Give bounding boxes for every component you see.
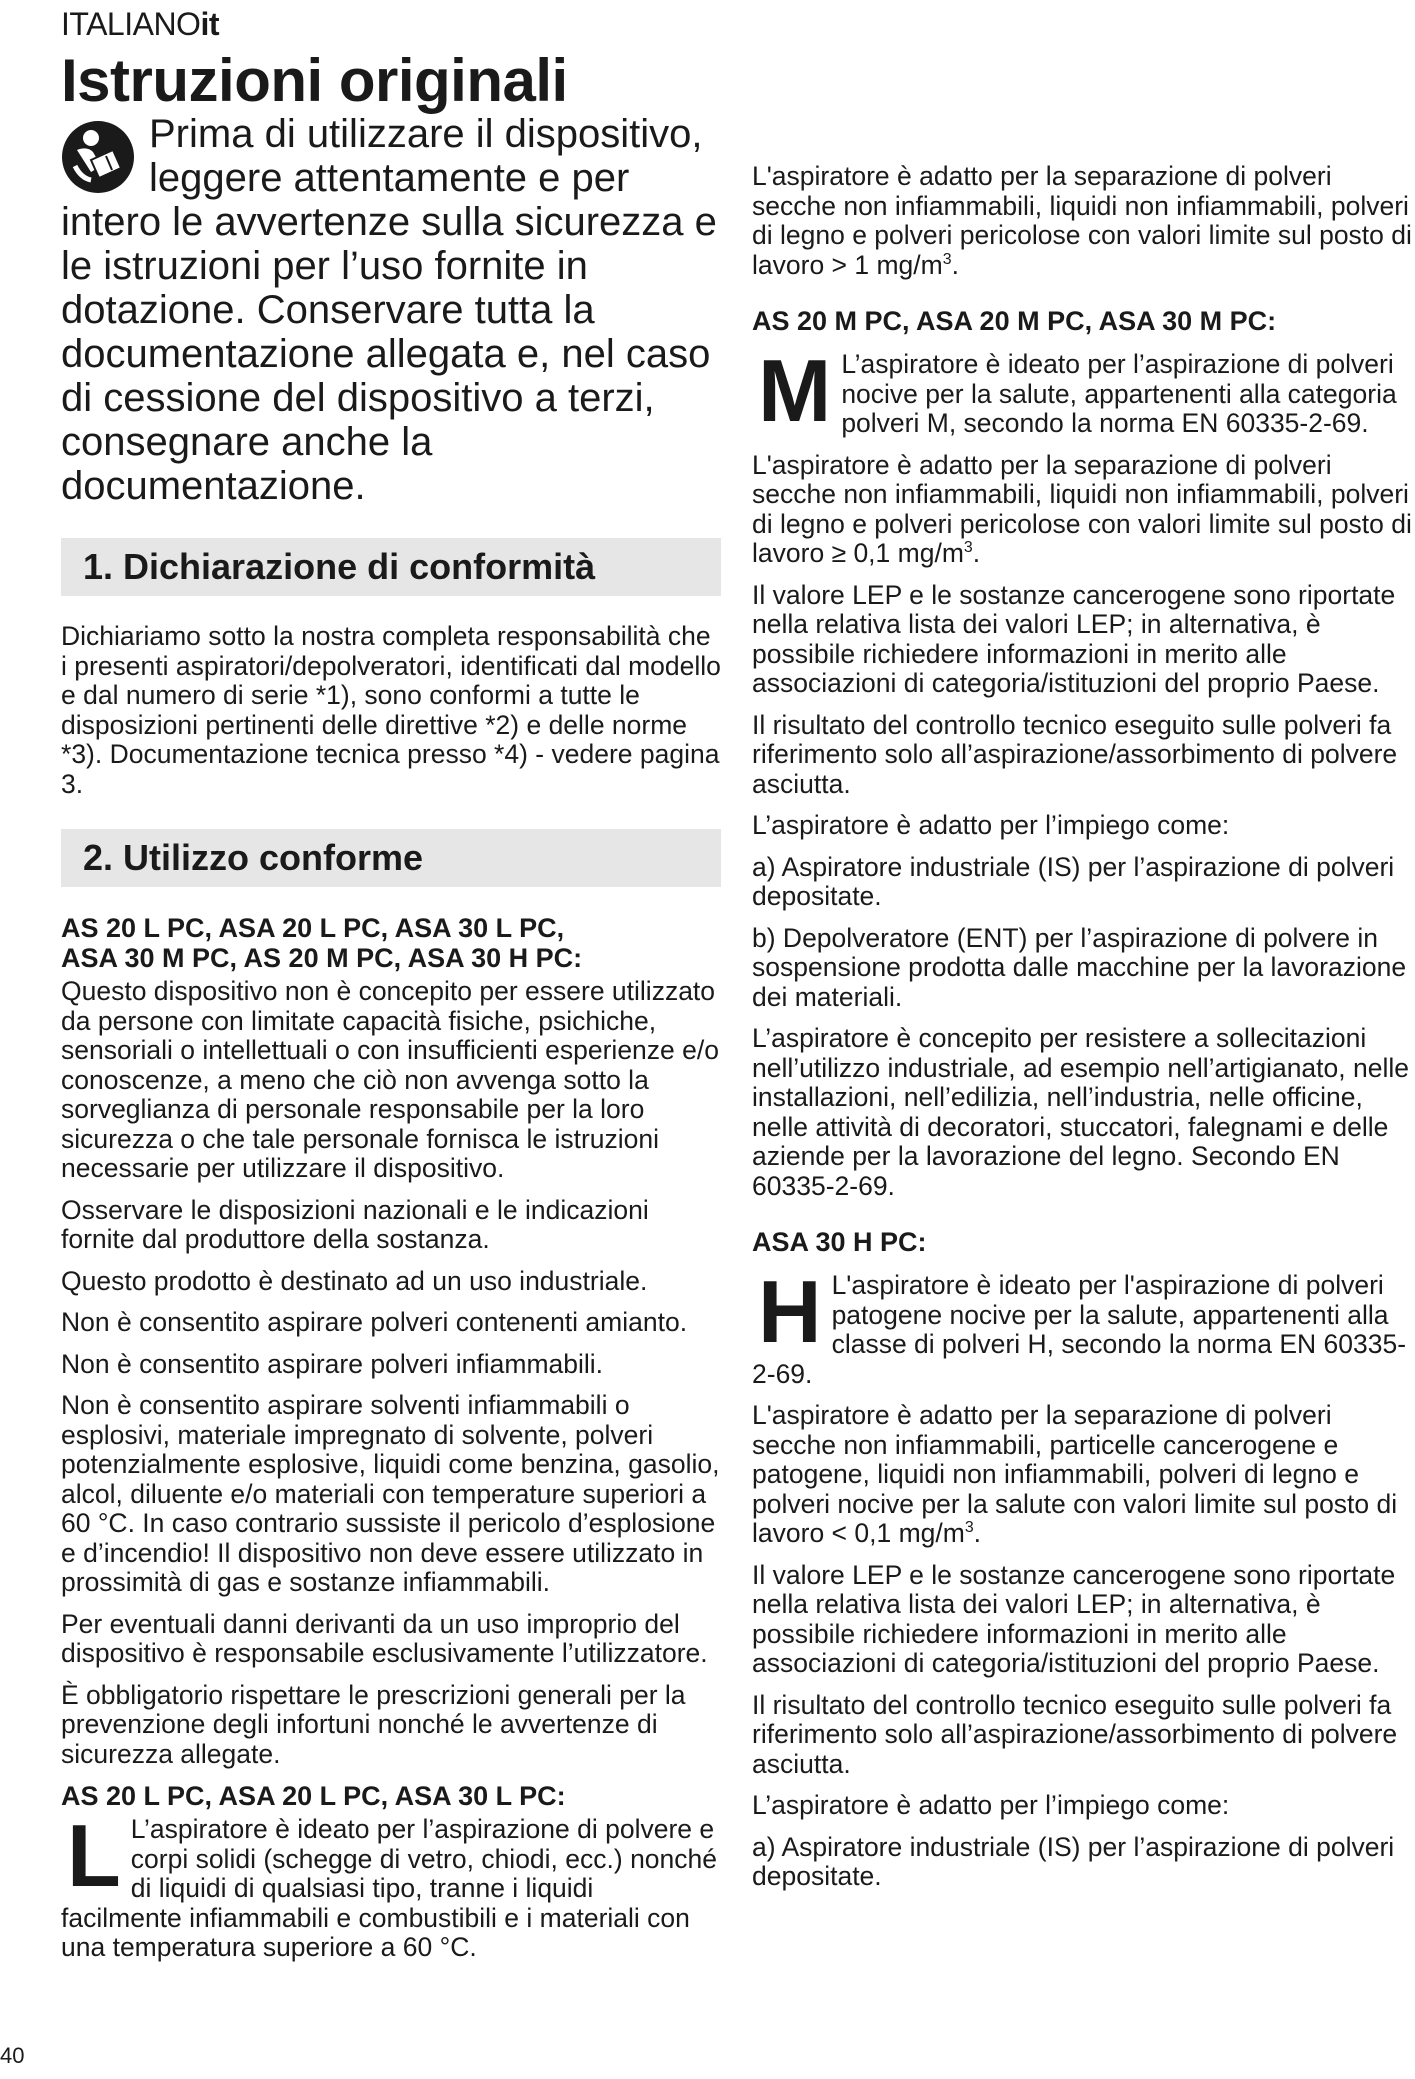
page-title: Istruzioni originali	[61, 47, 568, 114]
separation-end: .	[972, 538, 981, 568]
class-l-heading: AS 20 L PC, ASA 20 L PC, ASA 30 L PC:	[61, 1781, 566, 1811]
class-l-text: L’aspiratore è ideato per l’aspirazione di polvere e corpi solidi (schegge di vetro, chiodi, ecc.) nonché di liquidi di qualsiasi tipo, tranne i liquidi facilmente infiammabili e combustibili e i materiali con una temperatura superiore a 60 °C.	[61, 1814, 718, 1962]
use-a: a) Aspiratore industriale (IS) per l’aspirazione di polveri depositate.	[752, 851, 1395, 911]
use-b: b) Depolveratore (ENT) per l’aspirazione di polvere in sospensione prodotta dalle macchine per la lavorazione dei materiali.	[752, 922, 1407, 1012]
usage-paragraph: Osservare le disposizioni nazionali e le indicazioni fornite dal produttore della sostanza.	[61, 1194, 649, 1254]
test-paragraph: Il risultato del controllo tecnico eseguito sulle polveri fa riferimento solo all’aspirazione/assorbimento di polvere asciutta.	[752, 1689, 1398, 1779]
class-m-separation	[752, 451, 1412, 569]
separation-end: .	[973, 1518, 982, 1548]
class-h-separation	[752, 1401, 1412, 1549]
class-m-text: L’aspiratore è ideato per l’aspirazione di polveri nocive per la salute, appartenenti alla categoria polveri M, secondo la norma EN 60335-2-69.	[841, 349, 1397, 438]
page-number: 40	[0, 2043, 25, 2068]
class-m-heading: AS 20 M PC, ASA 20 M PC, ASA 30 M PC:	[752, 306, 1277, 336]
usage-paragraph: Questo dispositivo non è concepito per essere utilizzato da persone con limitate capacità fisiche, psichiche, sensoriali o intellettuali o con insufficienti esperienze e/o conoscenze, a meno che ciò non avvenga sotto la sorveglianza di personale responsabile per la loro sicurezza o che tale personale fornisca le istruzioni necessarie per utilizzare il dispositivo.	[61, 976, 719, 1183]
section-2-header	[61, 829, 721, 887]
use-intro: L’aspiratore è adatto per l’impiego come:	[752, 1790, 1230, 1820]
use-a: a) Aspiratore industriale (IS) per l’aspirazione di polveri depositate.	[752, 1831, 1395, 1891]
section-2-title: 2. Utilizzo conforme	[83, 837, 424, 878]
left-column	[61, 112, 721, 1963]
models-heading-line-1: AS 20 L PC, ASA 20 L PC, ASA 30 L PC,	[61, 913, 565, 943]
read-manual-icon	[61, 120, 135, 194]
class-m-symbol: M	[758, 341, 832, 440]
superscript: 3	[964, 1519, 974, 1537]
usage-paragraph: Non è consentito aspirare solventi infiammabili o esplosivi, materiale impregnato di solvente, polveri potenzialmente esplosive, liquidi come benzina, gasolio, alcol, diluente e/o materiali con temperature superiori a 60 °C. In caso contrario sussiste il pericolo d’esplosione e d’incendio! Il dispositivo non deve essere utilizzato in prossimità di gas e sostanze infiammabili.	[61, 1390, 720, 1597]
separation-text: L'aspiratore è adatto per la separazione di polveri secche non infiammabili, liquidi non infiammabili, polveri di legno e polveri pericolose con valori limite sul posto di lavoro ≥ 0,1 mg/m	[752, 449, 1412, 568]
use-intro: L’aspiratore è adatto per l’impiego come:	[752, 810, 1230, 840]
industrial-paragraph: L’aspiratore è concepito per resistere a sollecitazioni nell’utilizzo industriale, ad esempio nell’artigianato, nelle installazioni, nell’edilizia, nell’industria, nelle officine, nelle attività di decoratori, stuccatori, falegnami e delle aziende per la lavorazione del legno. Secondo EN 60335-2-69.	[752, 1023, 1409, 1201]
conformity-text: Dichiariamo sotto la nostra completa responsabilità che i presenti aspiratori/depolveratori, identificati dal modello e dal numero di serie *1), sono conformi a tutte le disposizioni pertinenti delle direttive *2) e delle norme *3). Documentazione tecnica presso *4) - vedere pagina 3.	[61, 621, 721, 799]
right-column	[752, 118, 1412, 1904]
usage-paragraph: Non è consentito aspirare polveri infiammabili.	[61, 1348, 604, 1379]
superscript: 3	[942, 250, 952, 268]
intro-text: Prima di utilizzare il dispositivo, leggere attentamente e per intero le avvertenze sulla sicurezza e le istruzioni per l’uso fornite in dotazione. Conservare tutta la documentazione allegata e, nel caso di cessione del dispositivo a terzi, consegnare anche la documentazione.	[61, 112, 717, 508]
lep-paragraph: Il valore LEP e le sostanze cancerogene sono riportate nella relativa lista dei valori LEP; in alternativa, è possibile richiedere informazioni in merito alle associazioni di categoria/istituzioni del proprio Paese.	[752, 579, 1396, 698]
class-l-symbol: L	[67, 1806, 121, 1905]
section-1-header	[61, 538, 721, 596]
class-h-symbol: H	[758, 1262, 822, 1361]
class-h-heading: ASA 30 H PC:	[752, 1227, 927, 1257]
language-label	[61, 6, 219, 43]
usage-paragraph: È obbligatorio rispettare le prescrizioni generali per la prevenzione degli infortuni nonché le avvertenze di sicurezza allegate.	[61, 1679, 686, 1769]
usage-paragraph: Per eventuali danni derivanti da un uso improprio del dispositivo è responsabile esclusivamente l’utilizzatore.	[61, 1608, 708, 1668]
intro-paragraph	[61, 112, 721, 508]
superscript: 3	[963, 539, 973, 557]
separation-text: L'aspiratore è adatto per la separazione di polveri secche non infiammabili, particelle cancerogene e patogene, liquidi non infiammabili, polveri di legno e polveri nocive per la salute con valori limite sul posto di lavoro < 0,1 mg/m	[752, 1400, 1398, 1548]
class-h-paragraph	[752, 1262, 1412, 1389]
class-m-paragraph	[752, 341, 1412, 440]
usage-paragraph: Questo prodotto è destinato ad un uso industriale.	[61, 1265, 648, 1296]
separation-end: .	[951, 249, 959, 280]
class-l-separation	[752, 162, 1412, 280]
language-name: ITALIANO	[61, 6, 201, 42]
test-paragraph: Il risultato del controllo tecnico eseguito sulle polveri fa riferimento solo all’aspirazione/assorbimento di polvere asciutta.	[752, 709, 1398, 799]
section-1-title: 1. Dichiarazione di conformità	[83, 546, 596, 587]
lep-paragraph: Il valore LEP e le sostanze cancerogene sono riportate nella relativa lista dei valori LEP; in alternativa, è possibile richiedere informazioni in merito alle associazioni di categoria/istituzioni del proprio Paese.	[752, 1559, 1396, 1678]
language-code: it	[200, 6, 219, 42]
models-heading-line-2: ASA 30 M PC, AS 20 M PC, ASA 30 H PC:	[61, 943, 583, 973]
separation-text: L'aspiratore è adatto per la separazione di polveri secche non infiammabili, liquidi non infiammabili, polveri di legno e polveri pericolose con valori limite sul posto di lavoro > 1 mg/m	[752, 161, 1412, 280]
usage-paragraph: Non è consentito aspirare polveri contenenti amianto.	[61, 1307, 688, 1337]
class-h-text: L'aspiratore è ideato per l'aspirazione di polveri patogene nocive per la salute, appartenenti alla classe di polveri H, secondo la norma EN 60335-2-69.	[752, 1270, 1407, 1389]
models-heading	[61, 913, 721, 973]
class-l-paragraph	[61, 1806, 721, 1963]
